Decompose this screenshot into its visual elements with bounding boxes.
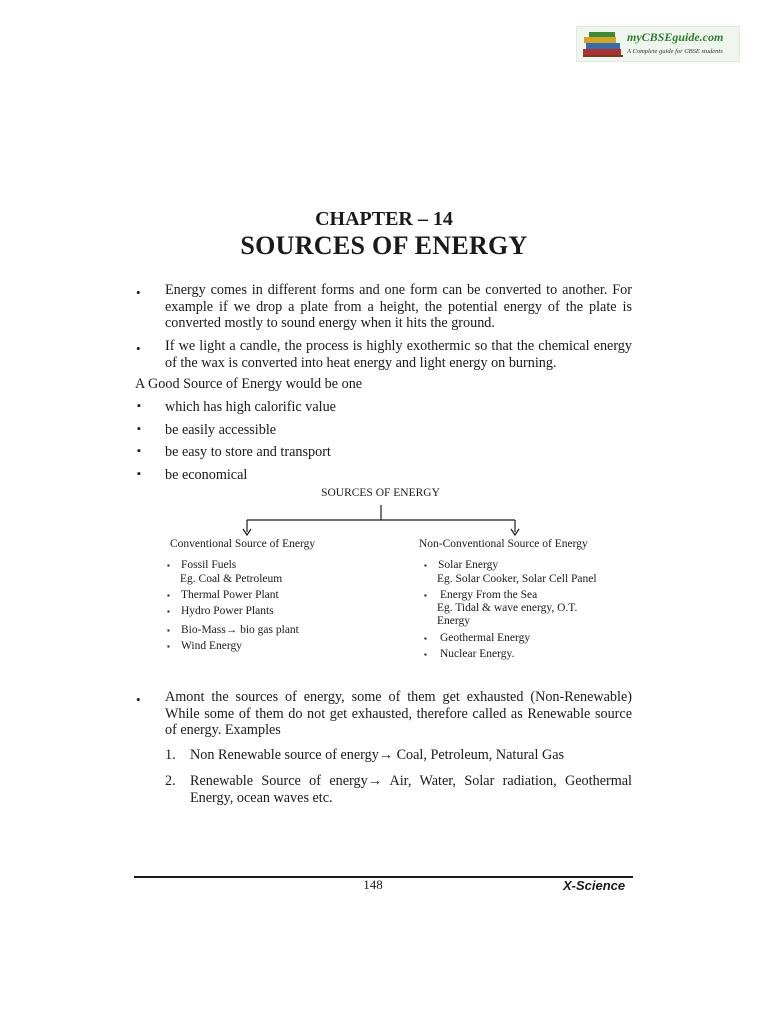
intro-point-2: If we light a candle, the process is highly exothermic so that the chemical energy of the wax is converted into heat energy and light energy on burning. (165, 338, 632, 371)
non-conventional-item: Solar Energy (438, 559, 499, 571)
logo-name: myCBSEguide.com (627, 30, 724, 44)
conventional-item: Hydro Power Plants (181, 605, 274, 617)
square-bullet: ▪ (137, 423, 141, 435)
renewable-paragraph: Amont the sources of energy, some of them get exhausted (Non-Renewable) While some of them do not get exhausted, therefore called as Renewable source of energy. Examples (165, 689, 632, 738)
good-source-item: be economical (165, 467, 248, 483)
example-number: 2. (165, 773, 176, 789)
square-bullet: ▪ (424, 561, 427, 570)
non-conventional-item-example: Energy (437, 615, 471, 627)
non-conventional-item-example: Eg. Tidal & wave energy, O.T. (437, 602, 578, 614)
logo-tagline: A Complete guide for CBSE students (627, 48, 723, 55)
square-bullet: ▪ (137, 445, 141, 457)
square-bullet: ▪ (167, 642, 170, 651)
bullet-marker: • (136, 341, 141, 356)
square-bullet: ▪ (167, 591, 170, 600)
conventional-item-example: Eg. Coal & Petroleum (180, 573, 283, 585)
good-source-item: be easy to store and transport (165, 444, 331, 460)
chapter-title: SOURCES OF ENERGY (240, 231, 528, 260)
conventional-item: Thermal Power Plant (181, 589, 279, 601)
footer-subject: X-Science (563, 878, 626, 893)
non-conventional-heading: Non-Conventional Source of Energy (419, 538, 588, 550)
bullet-marker: • (136, 285, 141, 300)
non-conventional-item: Energy From the Sea (440, 589, 538, 601)
good-source-item: which has high calorific value (165, 399, 336, 415)
non-conventional-item: Geothermal Energy (440, 632, 531, 644)
good-source-item: be easily accessible (165, 422, 277, 438)
good-source-lead: A Good Source of Energy would be one (135, 376, 363, 392)
intro-point-1: Energy comes in different forms and one form can be converted to another. For example if we drop a plate from a height, the potential energy of the plate is converted mostly to sound energy when it hits the ground. (165, 282, 632, 331)
conventional-item: Wind Energy (181, 640, 242, 652)
square-bullet: ▪ (424, 591, 427, 600)
square-bullet: ▪ (137, 468, 141, 480)
example-text: Renewable Source of energy→ Air, Water, Solar radiation, Geothermal Energy, ocean waves etc. (190, 773, 632, 806)
chapter-number: CHAPTER – 14 (315, 208, 453, 230)
page-number: 148 (363, 877, 383, 892)
square-bullet: ▪ (167, 607, 170, 616)
conventional-item: Bio-Mass→ bio gas plant (181, 624, 299, 636)
non-conventional-item: Nuclear Energy. (440, 648, 515, 660)
bullet-marker: • (136, 692, 141, 707)
conventional-item: Fossil Fuels (181, 559, 237, 571)
example-text: Non Renewable source of energy→ Coal, Petroleum, Natural Gas (190, 747, 565, 763)
square-bullet: ▪ (424, 634, 427, 643)
non-conventional-item-example: Eg. Solar Cooker, Solar Cell Panel (437, 573, 597, 585)
square-bullet: ▪ (167, 561, 170, 570)
example-number: 1. (165, 747, 176, 763)
square-bullet: ▪ (167, 626, 170, 635)
square-bullet: ▪ (424, 650, 427, 659)
square-bullet: ▪ (137, 400, 141, 412)
diagram-title: SOURCES OF ENERGY (321, 487, 440, 499)
conventional-heading: Conventional Source of Energy (170, 538, 316, 550)
